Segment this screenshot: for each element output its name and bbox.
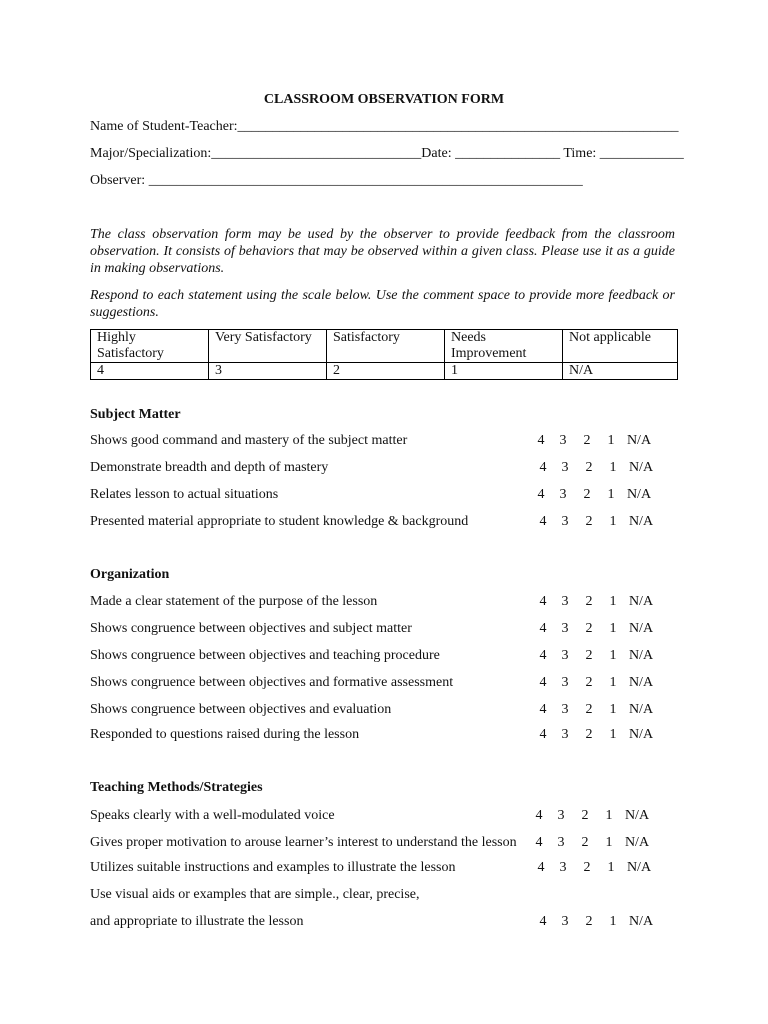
rating-4[interactable]: 4 (535, 835, 543, 850)
rating-na[interactable]: N/A (624, 835, 650, 850)
rating-1[interactable]: 1 (609, 514, 617, 529)
criterion-label: Responded to questions raised during the lesson (90, 727, 360, 742)
rating-na[interactable]: N/A (628, 648, 654, 663)
rating-3[interactable]: 3 (561, 675, 569, 690)
rating-3[interactable]: 3 (557, 808, 565, 823)
rating-na[interactable]: N/A (626, 860, 652, 875)
rating-na[interactable]: N/A (628, 460, 654, 475)
criterion-label: Presented material appropriate to student knowledge & background (90, 514, 469, 529)
rating-2[interactable]: 2 (581, 808, 589, 823)
rating-1[interactable]: 1 (607, 487, 615, 502)
rating-3[interactable]: 3 (561, 648, 569, 663)
criterion-label: Made a clear statement of the purpose of the lesson (90, 594, 378, 609)
rating-1[interactable]: 1 (605, 835, 613, 850)
rating-na[interactable]: N/A (626, 433, 652, 448)
rating-options[interactable] (532, 487, 654, 503)
rating-3[interactable]: 3 (561, 914, 569, 929)
rating-options[interactable] (534, 594, 656, 610)
rating-options[interactable] (534, 702, 656, 718)
rating-2[interactable]: 2 (585, 675, 593, 690)
rating-2[interactable]: 2 (585, 702, 593, 717)
scale-header-cell: Highly Satisfactory (91, 330, 209, 363)
rating-na[interactable]: N/A (628, 914, 654, 929)
rating-1[interactable]: 1 (609, 460, 617, 475)
rating-2[interactable]: 2 (585, 621, 593, 636)
instructions-paragraph: The class observation form may be used by the observer to provide feedback from the classroom observation. It consists of behaviors that may be observed within a given class. Please use it as a guide in making observations. (90, 227, 675, 276)
rating-2[interactable]: 2 (585, 460, 593, 475)
scale-value-cell: 2 (327, 363, 445, 380)
rating-options[interactable] (530, 835, 652, 851)
rating-4[interactable]: 4 (537, 860, 545, 875)
rating-1[interactable]: 1 (607, 860, 615, 875)
rating-2[interactable]: 2 (585, 648, 593, 663)
scale-value-cell: 4 (91, 363, 209, 380)
rating-options[interactable] (532, 860, 654, 876)
scale-value-row (91, 363, 678, 380)
rating-options[interactable] (534, 514, 656, 530)
criterion-label: Utilizes suitable instructions and examples to illustrate the lesson (90, 860, 456, 875)
rating-3[interactable]: 3 (559, 487, 567, 502)
rating-4[interactable]: 4 (539, 675, 547, 690)
section-heading-teaching-methods: Teaching Methods/Strategies (90, 780, 263, 795)
rating-2[interactable]: 2 (583, 487, 591, 502)
scale-header-cell: Needs Improvement (445, 330, 563, 363)
rating-options[interactable] (534, 460, 656, 476)
rating-na[interactable]: N/A (628, 727, 654, 742)
criterion-label: Speaks clearly with a well-modulated voice (90, 808, 335, 823)
rating-1[interactable]: 1 (609, 914, 617, 929)
rating-na[interactable]: N/A (624, 808, 650, 823)
rating-3[interactable]: 3 (559, 433, 567, 448)
scale-value-cell: N/A (563, 363, 678, 380)
rating-na[interactable]: N/A (628, 594, 654, 609)
rating-4[interactable]: 4 (537, 433, 545, 448)
rating-options[interactable] (534, 675, 656, 691)
scale-header-row (91, 330, 678, 363)
rating-options[interactable] (534, 914, 656, 930)
section-heading-organization: Organization (90, 567, 170, 582)
criterion-label: Shows congruence between objectives and evaluation (90, 702, 392, 717)
rating-3[interactable]: 3 (561, 594, 569, 609)
rating-options[interactable] (534, 621, 656, 637)
rating-3[interactable]: 3 (561, 727, 569, 742)
observer-line[interactable]: Observer: ______________________________________________________________ (90, 173, 583, 188)
rating-1[interactable]: 1 (609, 621, 617, 636)
scale-header-cell: Not applicable (563, 330, 678, 363)
criterion-label: and appropriate to illustrate the lesson (90, 914, 304, 929)
scale-value-cell: 1 (445, 363, 563, 380)
rating-options[interactable] (530, 808, 652, 824)
rating-4[interactable]: 4 (539, 727, 547, 742)
rating-scale-table (90, 329, 678, 380)
rating-2[interactable]: 2 (585, 727, 593, 742)
rating-options[interactable] (534, 648, 656, 664)
criterion-label: Shows congruence between objectives and formative assessment (90, 675, 454, 690)
rating-1[interactable]: 1 (609, 594, 617, 609)
scale-header-cell: Very Satisfactory (209, 330, 327, 363)
rating-4[interactable]: 4 (539, 594, 547, 609)
rating-na[interactable]: N/A (626, 487, 652, 502)
scale-instructions-paragraph: Respond to each statement using the scale below. Use the comment space to provide more feedback or suggestions. (90, 288, 675, 320)
rating-2[interactable]: 2 (585, 514, 593, 529)
rating-1[interactable]: 1 (609, 702, 617, 717)
rating-1[interactable]: 1 (609, 727, 617, 742)
rating-4[interactable]: 4 (539, 702, 547, 717)
rating-na[interactable]: N/A (628, 702, 654, 717)
rating-options[interactable] (532, 433, 654, 449)
rating-4[interactable]: 4 (539, 514, 547, 529)
rating-3[interactable]: 3 (561, 621, 569, 636)
rating-2[interactable]: 2 (583, 860, 591, 875)
rating-4[interactable]: 4 (535, 808, 543, 823)
criterion-label: Shows congruence between objectives and subject matter (90, 621, 412, 636)
rating-4[interactable]: 4 (539, 914, 547, 929)
rating-options[interactable] (534, 727, 656, 743)
rating-2[interactable]: 2 (585, 914, 593, 929)
rating-3[interactable]: 3 (561, 460, 569, 475)
rating-na[interactable]: N/A (628, 514, 654, 529)
rating-4[interactable]: 4 (537, 487, 545, 502)
rating-4[interactable]: 4 (539, 460, 547, 475)
rating-na[interactable]: N/A (628, 675, 654, 690)
criterion-label: Demonstrate breadth and depth of mastery (90, 460, 329, 475)
rating-3[interactable]: 3 (561, 514, 569, 529)
rating-2[interactable]: 2 (583, 433, 591, 448)
rating-1[interactable]: 1 (609, 648, 617, 663)
criterion-label: Shows good command and mastery of the subject matter (90, 433, 408, 448)
rating-1[interactable]: 1 (605, 808, 613, 823)
rating-na[interactable]: N/A (628, 621, 654, 636)
criterion-label: Shows congruence between objectives and teaching procedure (90, 648, 440, 663)
rating-2[interactable]: 2 (585, 594, 593, 609)
criterion-label: Relates lesson to actual situations (90, 487, 279, 502)
rating-4[interactable]: 4 (539, 621, 547, 636)
scale-header-cell: Satisfactory (327, 330, 445, 363)
rating-4[interactable]: 4 (539, 648, 547, 663)
rating-3[interactable]: 3 (557, 835, 565, 850)
student-teacher-name-line[interactable]: Name of Student-Teacher:_______________________________________________________________ (90, 119, 679, 134)
scale-value-cell: 3 (209, 363, 327, 380)
section-heading-subject-matter: Subject Matter (90, 407, 181, 422)
major-date-time-line[interactable]: Major/Specialization:______________________________Date: _______________ Time: ____________ (90, 146, 684, 161)
rating-1[interactable]: 1 (607, 433, 615, 448)
rating-3[interactable]: 3 (561, 702, 569, 717)
rating-2[interactable]: 2 (581, 835, 589, 850)
form-title: CLASSROOM OBSERVATION FORM (263, 92, 505, 107)
rating-3[interactable]: 3 (559, 860, 567, 875)
criterion-label: Gives proper motivation to arouse learner’s interest to understand the lesson (90, 835, 517, 850)
rating-1[interactable]: 1 (609, 675, 617, 690)
criterion-label: Use visual aids or examples that are simple., clear, precise, (90, 887, 420, 902)
